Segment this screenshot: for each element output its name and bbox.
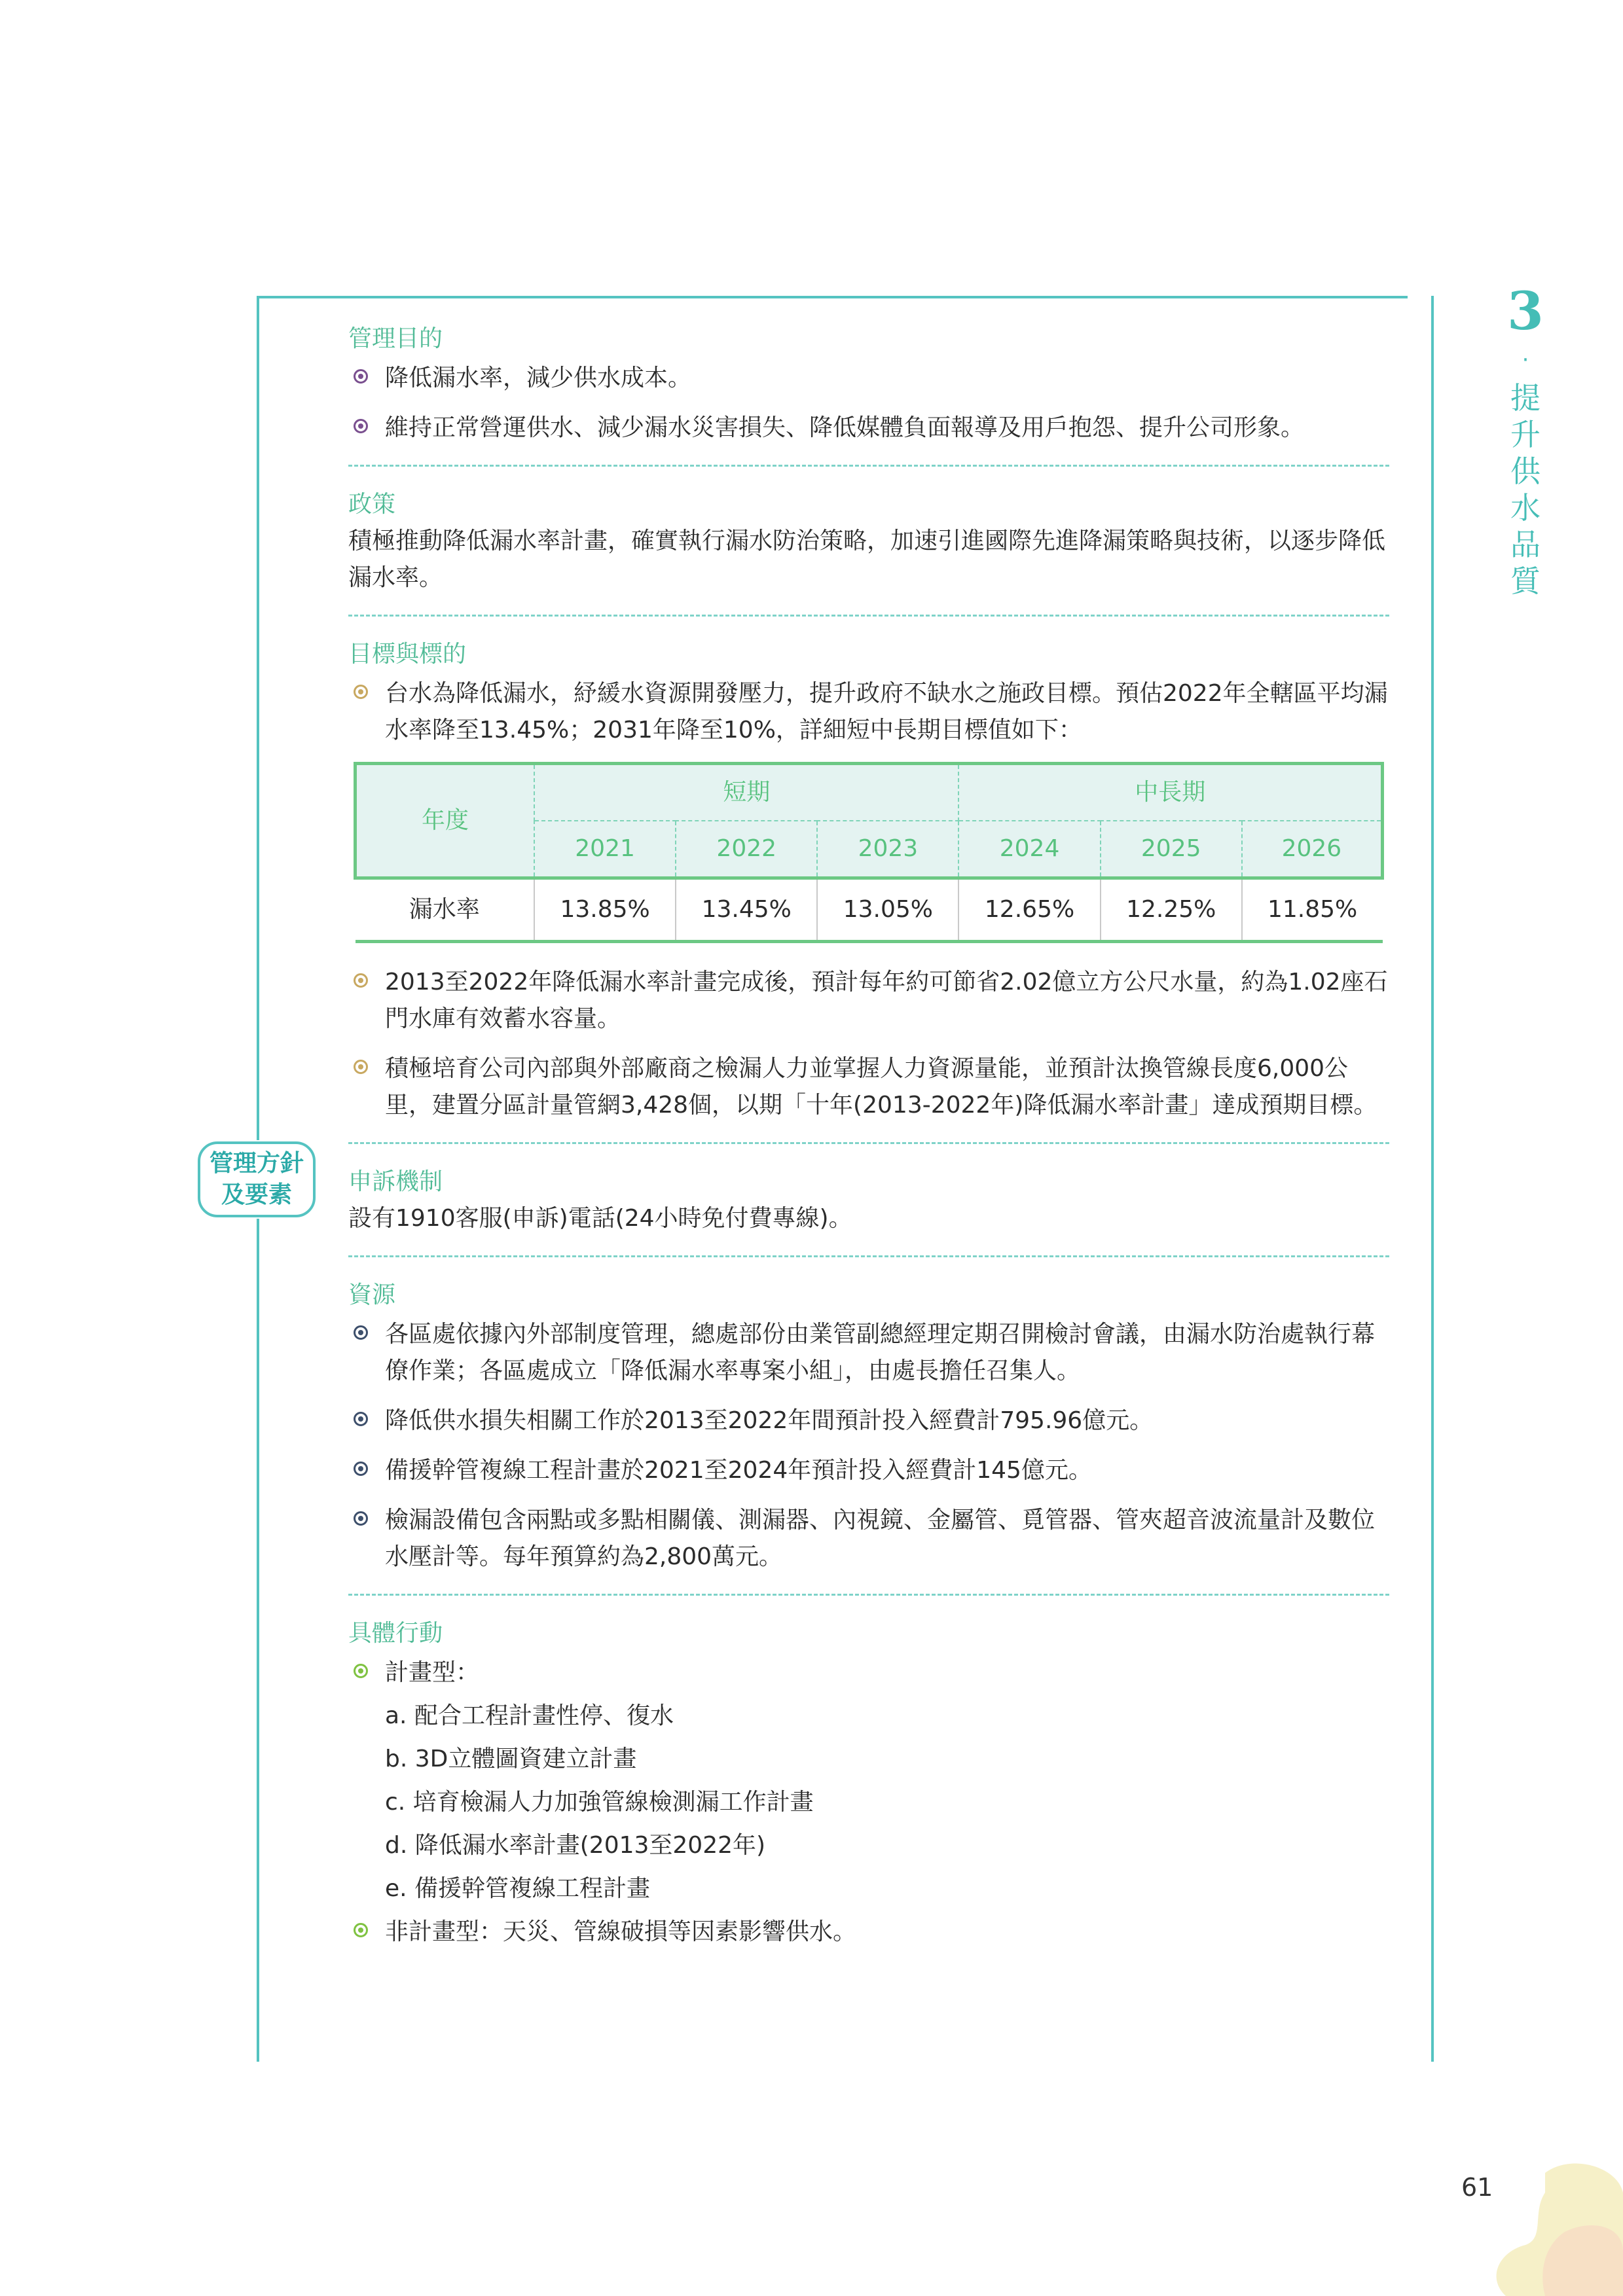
bullet-list (348, 675, 1389, 749)
list-item (348, 410, 1389, 446)
chapter-marker (1499, 281, 1552, 600)
bullet-icon (354, 685, 368, 699)
list-item (348, 1914, 1389, 1950)
section-heading: 具體行動 (348, 1620, 443, 1647)
table-header-mid-long-term: 中長期 (958, 764, 1382, 821)
list-item-text: 降低漏水率，減少供水成本。 (385, 365, 692, 391)
sub-list-item: b. 3D立體圖資建立計畫 (385, 1746, 637, 1772)
frame-right-border (1431, 296, 1434, 2062)
table-header-short-term: 短期 (534, 764, 958, 821)
bullet-icon (354, 973, 368, 988)
table-header-year-value: 2021 (534, 821, 676, 878)
list-item-text: 計畫型： (385, 1659, 480, 1686)
sub-list-item: e. 備援幹管複線工程計畫 (385, 1875, 651, 1902)
chapter-title-char: 供 (1510, 454, 1541, 489)
section-resources (348, 1277, 1389, 1575)
list-item (348, 964, 1389, 1037)
section-goal (348, 321, 1389, 446)
section-actions (348, 1615, 1389, 1950)
chapter-title-char: 提 (1510, 380, 1541, 416)
list-item (348, 1316, 1389, 1390)
table-header-year-value: 2022 (676, 821, 817, 878)
list-item (348, 360, 1389, 397)
list-item-text: 非計畫型：天災、管線破損等因素影響供水。 (385, 1918, 857, 1945)
list-item (348, 1502, 1389, 1575)
bullet-icon (354, 1060, 368, 1074)
section-heading: 資源 (348, 1282, 396, 1308)
section-divider (348, 1255, 1389, 1257)
section-policy (348, 486, 1389, 596)
chapter-dot: · (1522, 347, 1529, 373)
section-targets (348, 636, 1389, 1124)
list-item-text: 2013至2022年降低漏水率計畫完成後，預計每年約可節省2.02億立方公尺水量，約為1.02座石門水庫有效蓄水容量。 (385, 969, 1388, 1032)
frame-top-border (257, 296, 1408, 298)
main-content (348, 321, 1389, 1964)
bullet-icon (354, 1462, 368, 1476)
section-divider (348, 1142, 1389, 1144)
table-cell: 12.65% (958, 878, 1100, 942)
table-cell: 12.25% (1101, 878, 1242, 942)
bullet-list (348, 360, 1389, 446)
table-row-label: 漏水率 (356, 878, 535, 942)
section-divider (348, 615, 1389, 617)
bullet-icon (354, 419, 368, 433)
chapter-title-char: 質 (1510, 564, 1541, 599)
list-item (348, 1452, 1389, 1489)
table-cell: 13.85% (534, 878, 676, 942)
bullet-icon (354, 1923, 368, 1937)
side-badge-line2: 及要素 (221, 1181, 292, 1208)
list-item (348, 1050, 1389, 1124)
side-badge-line1: 管理方針 (209, 1150, 304, 1177)
list-item (348, 1403, 1389, 1439)
policy-text: 積極推動降低漏水率計畫，確實執行漏水防治策略，加速引進國際先進降漏策略與技術，以逐步降低漏水率。 (348, 528, 1386, 591)
target-table (354, 762, 1384, 943)
side-badge (198, 1141, 316, 1217)
sub-list-item: c. 培育檢漏人力加強管線檢測漏工作計畫 (385, 1789, 814, 1816)
table-header-year-value: 2024 (958, 821, 1100, 878)
chapter-title-char: 水 (1510, 490, 1541, 526)
sub-list-item: a. 配合工程計畫性停、復水 (385, 1702, 674, 1729)
bullet-icon (354, 369, 368, 384)
section-heading: 申訴機制 (348, 1168, 443, 1195)
table-header-year-value: 2023 (817, 821, 958, 878)
bullet-list (348, 1655, 1389, 1691)
list-item-text: 維持正常營運供水、減少漏水災害損失、降低媒體負面報導及用戶抱怨、提升公司形象。 (385, 414, 1305, 441)
sub-list (385, 1698, 1389, 1907)
decorative-blob (1467, 2153, 1623, 2296)
table-cell: 11.85% (1242, 878, 1383, 942)
list-item-text: 備援幹管複線工程計畫於2021至2024年預計投入經費計145億元。 (385, 1457, 1092, 1484)
table-row (356, 878, 1383, 942)
chapter-title-char: 升 (1510, 417, 1541, 452)
table-header-year-value: 2025 (1101, 821, 1242, 878)
bullet-icon (354, 1412, 368, 1426)
section-heading: 管理目的 (348, 325, 443, 352)
list-item-text: 降低供水損失相關工作於2013至2022年間預計投入經費計795.96億元。 (385, 1407, 1154, 1434)
bullet-icon (354, 1511, 368, 1526)
bullet-icon (354, 1664, 368, 1678)
list-item (348, 1655, 1389, 1691)
bullet-list (348, 1316, 1389, 1575)
frame-left-border (257, 296, 259, 1140)
section-divider (348, 465, 1389, 467)
chapter-title-char: 品 (1510, 527, 1541, 562)
table-header-year: 年度 (356, 764, 535, 878)
section-heading: 目標與標的 (348, 641, 467, 668)
section-divider (348, 1594, 1389, 1596)
list-item-text: 檢漏設備包含兩點或多點相關儀、測漏器、內視鏡、金屬管、覓管器、管夾超音波流量計及數位水壓計等。每年預算約為2,800萬元。 (385, 1507, 1376, 1570)
sub-list-item: d. 降低漏水率計畫(2013至2022年) (385, 1832, 766, 1859)
complaint-text: 設有1910客服(申訴)電話(24小時免付費專線)。 (348, 1205, 852, 1232)
table-header-year-value: 2026 (1242, 821, 1383, 878)
table-cell: 13.05% (817, 878, 958, 942)
bullet-list (348, 964, 1389, 1124)
section-complaint (348, 1164, 1389, 1237)
list-item-text: 積極培育公司內部與外部廠商之檢漏人力並掌握人力資源量能，並預計汰換管線長度6,000公里，建置分區計量管網3,428個，以期「十年(2013-2022年)降低漏水率計畫」達成預期目標。 (385, 1055, 1377, 1119)
list-item-text: 各區處依據內外部制度管理，總處部份由業管副總經理定期召開檢討會議，由漏水防治處執行幕僚作業；各區處成立「降低漏水率專案小組」，由處長擔任召集人。 (385, 1321, 1376, 1384)
section-heading: 政策 (348, 491, 396, 518)
list-item-text: 台水為降低漏水，紓緩水資源開發壓力，提升政府不缺水之施政目標。預估2022年全轄區平均漏水率降至13.45%；2031年降至10%，詳細短中長期目標值如下： (385, 680, 1388, 744)
list-item (348, 675, 1389, 749)
table-cell: 13.45% (676, 878, 817, 942)
bullet-icon (354, 1325, 368, 1340)
page-number: 61 (1461, 2173, 1493, 2202)
chapter-number: 3 (1507, 280, 1544, 342)
frame-left-border-lower (257, 1219, 259, 2062)
bullet-list (348, 1914, 1389, 1950)
